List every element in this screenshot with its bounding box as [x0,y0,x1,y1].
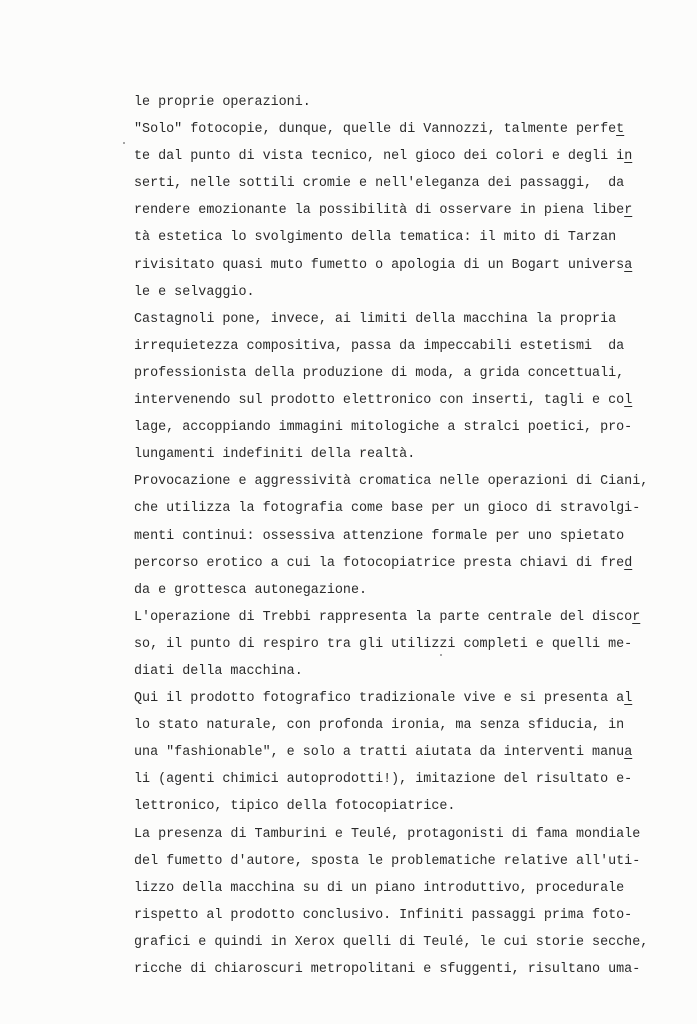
line-text: Qui il prodotto fotografico tradizionale vive e si presenta a [134,691,625,707]
line-text: le proprie operazioni. [134,95,311,110]
line-text: so, il punto di respiro tra gli utilizzi completi e quelli me- [134,636,633,652]
line-text: una "fashionable", e solo a tratti aiutata da interventi manu [134,745,625,761]
text-line [134,116,674,143]
text-line [134,414,674,441]
text-line [134,658,674,685]
line-text: tà estetica lo svolgimento della tematica: il mito di Tarzan [134,230,617,246]
line-text: lage, accoppiando immagini mitologiche a stralci poetici, pro- [134,420,633,436]
line-text: te dal punto di vista tecnico, nel gioco dei colori e degli i [134,149,625,165]
line-text: grafici e quindi in Xerox quelli di Teulé, le cui storie secche, [134,934,649,950]
text-line [134,387,674,414]
underlined-split-letter: t [616,122,625,138]
underlined-split-letter: r [624,203,633,219]
paper-speck [440,654,442,656]
text-line [134,577,674,604]
underlined-split-letter: r [632,609,641,625]
line-text: rispetto al prodotto conclusivo. Infiniti passaggi prima foto- [134,907,633,923]
text-line [134,550,674,577]
text-line [134,143,674,170]
text-line [134,306,674,333]
text-line [134,523,674,550]
text-line [134,197,674,224]
text-line [134,279,674,306]
underlined-split-letter: l [624,393,633,409]
text-line [134,685,674,712]
text-line [134,604,674,631]
text-line [134,848,674,875]
line-text: professionista della produzione di moda, a grida concettuali, [134,365,625,381]
underlined-split-letter: l [624,691,633,707]
line-text: diati della macchina. [134,663,303,679]
text-line [134,441,674,468]
underlined-split-letter: a [624,745,633,761]
line-text: ricche di chiaroscuri metropolitani e sfuggenti, risultano uma- [134,962,641,977]
line-text: lettronico, tipico della fotocopiatrice. [134,799,456,815]
text-line [134,821,674,848]
line-text: "Solo" fotocopie, dunque, quelle di Vannozzi, talmente perfe [134,122,617,138]
underlined-split-letter: n [624,149,633,165]
line-text: lizzo della macchina su di un piano introduttivo, procedurale [134,880,625,896]
text-line [134,495,674,522]
line-text: Provocazione e aggressività cromatica nelle operazioni di Ciani, [134,474,649,490]
text-line [134,468,674,495]
line-text: da e grottesca autonegazione. [134,582,368,598]
line-text: L'operazione di Trebbi rappresenta la parte centrale del disco [134,609,633,625]
line-text: lungamenti indefiniti della realtà. [134,447,416,463]
line-text: lo stato naturale, con profonda ironia, ma senza sfiducia, in [134,718,625,734]
text-line [134,739,674,766]
line-text: li (agenti chimici autoprodotti!), imitazione del risultato e- [134,772,633,788]
line-text: rivisitato quasi muto fumetto o apologia di un Bogart univers [134,257,625,273]
text-line [134,333,674,360]
text-line [134,224,674,251]
text-line [134,631,674,658]
line-text: La presenza di Tamburini e Teulé, protagonisti di fama mondiale [134,826,641,842]
underlined-split-letter: d [624,555,633,571]
line-text: del fumetto d'autore, sposta le problematiche relative all'uti- [134,853,641,869]
text-line [134,902,674,929]
line-text: che utilizza la fotografia come base per un gioco di stravolgi- [134,501,641,517]
line-text: intervenendo sul prodotto elettronico con inserti, tagli e co [134,393,625,409]
text-line [134,712,674,739]
underlined-split-letter: a [624,257,633,273]
line-text: le e selvaggio. [134,284,255,300]
text-line [134,875,674,902]
line-text: percorso erotico a cui la fotocopiatrice presta chiavi di fre [134,555,625,571]
text-line [134,252,674,279]
line-text: serti, nelle sottili cromie e nell'eleganza dei passaggi, da [134,176,625,192]
line-text: rendere emozionante la possibilità di osservare in piena libe [134,203,625,219]
body-text [134,89,674,983]
text-line [134,766,674,793]
line-text: Castagnoli pone, invece, ai limiti della macchina la propria [134,311,617,327]
paper-speck [123,142,125,144]
line-text: menti continui: ossessiva attenzione formale per uno spietato [134,528,625,544]
text-line [134,89,674,116]
text-line [134,956,674,983]
line-text: irrequietezza compositiva, passa da impeccabili estetismi da [134,338,625,354]
text-line [134,929,674,956]
text-line [134,360,674,387]
text-line [134,170,674,197]
text-line [134,793,674,820]
